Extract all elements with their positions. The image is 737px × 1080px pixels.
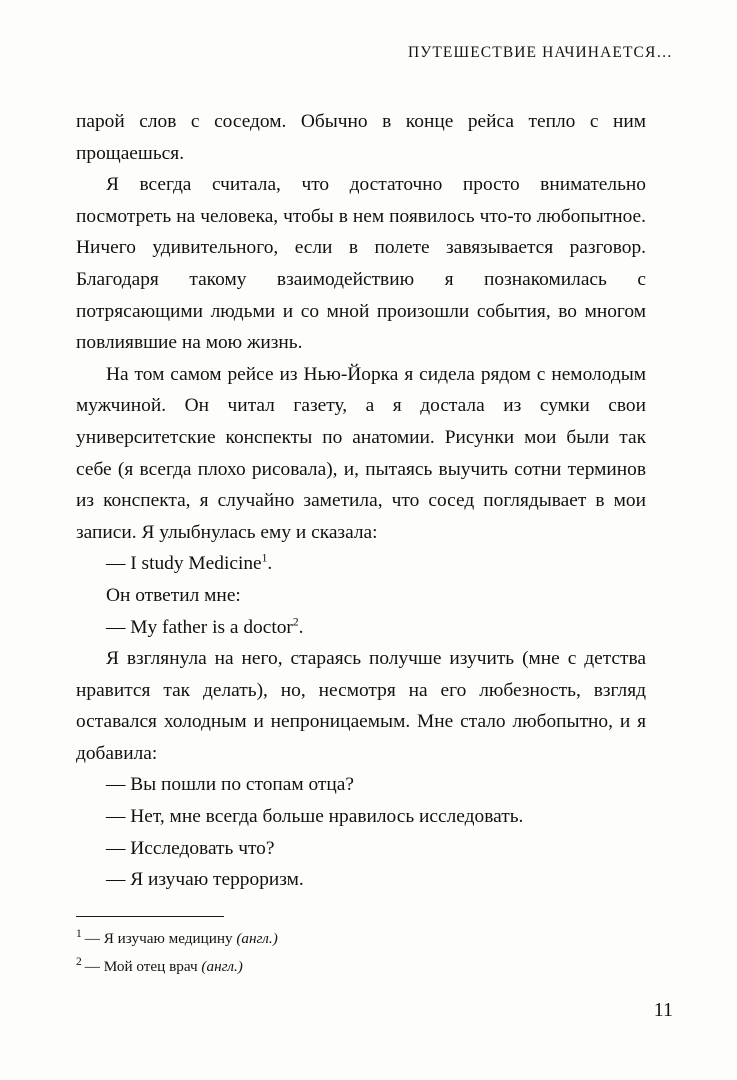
paragraph: На том самом рейсе из Нью-Йорка я сидела рядом с немолодым мужчиной. Он читал газету, а я достала из сумки свои университетские конспекты по анатомии. Рисунки мои были так себе (я всегда плохо рисовала), и, пытаясь выучить сотни терминов из конспекта, я случайно заметила, что сосед поглядывает в мои записи. Я улыбнулась ему и сказала:: [76, 363, 646, 543]
dialogue-text: — I study Medicine: [106, 553, 262, 575]
dialogue-text-tail: .: [267, 553, 273, 575]
footnote-source: (англ.): [236, 930, 278, 947]
paragraph: Я взглянула на него, стараясь получше изучить (мне с детства нравится так делать), но, несмотря на его любезность, взгляд оставался холодным и непроницаемым. Мне стало любопытно, и я добавила:: [76, 648, 646, 764]
footnote-item: [76, 955, 646, 979]
page-number: 11: [653, 999, 673, 1021]
dialogue-line: Он ответил мне:: [106, 584, 241, 606]
dialogue-line: [76, 612, 646, 644]
footnote-item: [76, 927, 646, 951]
running-head: ПУТЕШЕСТВИЕ НАЧИНАЕТСЯ…: [408, 44, 673, 61]
dialogue-line: — Я изучаю терроризм.: [106, 869, 304, 891]
body-text: [76, 106, 646, 896]
dialogue-line: — Вы пошли по стопам отца?: [106, 774, 354, 796]
footnote-reference[interactable]: 1: [261, 552, 268, 565]
dialogue-text-tail: .: [298, 616, 304, 638]
footnote-number: 1: [76, 927, 82, 940]
footnote-divider: [76, 916, 224, 917]
footnotes: [76, 916, 646, 983]
footnote-reference[interactable]: 2: [292, 616, 299, 629]
paragraph: парой слов с соседом. Обычно в конце рейса тепло с ним прощаешься.: [76, 111, 646, 164]
dialogue-text: — My father is a doctor: [106, 616, 293, 638]
footnote-number: 2: [76, 955, 82, 968]
footnote-text: — Я изучаю медицину: [84, 930, 237, 947]
footnote-source: (англ.): [201, 958, 243, 975]
paragraph: Я всегда считала, что достаточно просто внимательно посмотреть на человека, чтобы в нем появилось что-то любопытное. Ничего удивительного, если в полете завязывается разговор. Благодаря такому взаимодействию я познакомилась с потрясающими людьми и со мной произошли события, во многом повлиявшие на мою жизнь.: [76, 174, 646, 354]
dialogue-line: — Нет, мне всегда больше нравилось исследовать.: [106, 806, 524, 828]
dialogue-line: — Исследовать что?: [106, 837, 275, 859]
footnote-text: — Мой отец врач: [84, 958, 202, 975]
dialogue-line: [76, 548, 646, 580]
